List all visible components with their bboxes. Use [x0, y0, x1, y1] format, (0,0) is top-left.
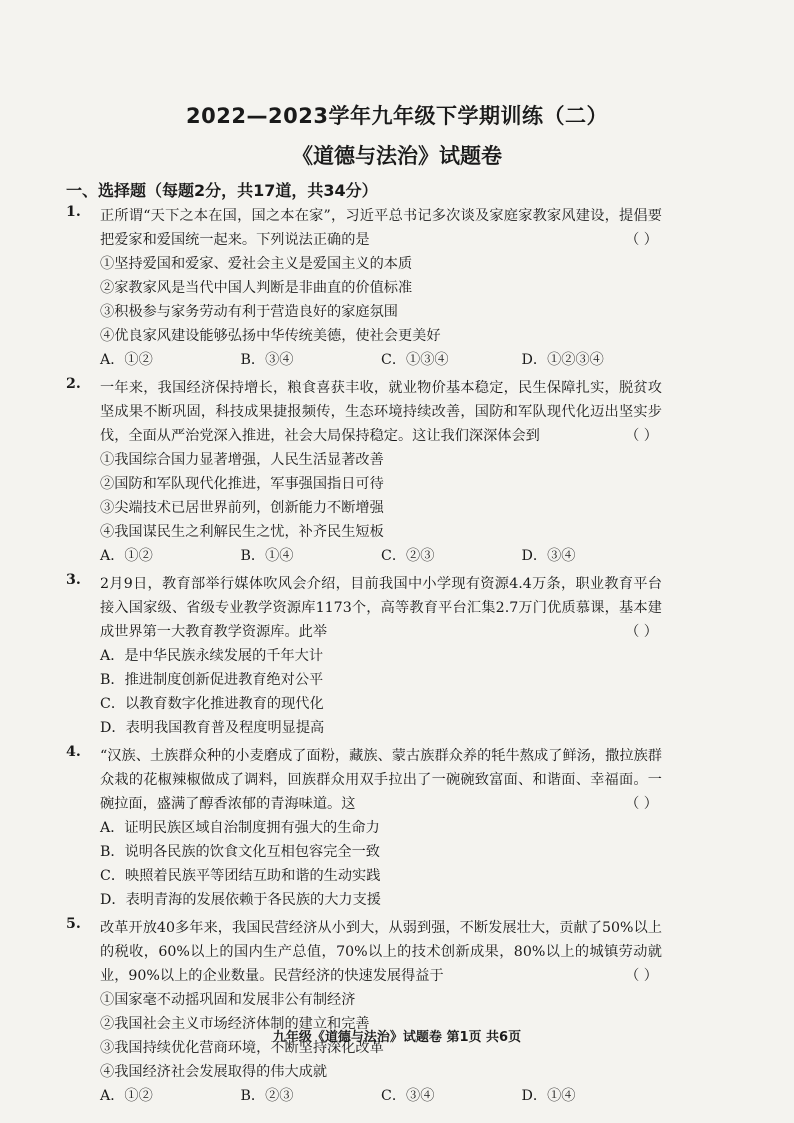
options-row [100, 348, 662, 372]
option-a: A．是中华民族永续发展的千年大计 [100, 648, 324, 664]
option-d: D．①②③④ [521, 352, 604, 368]
statement: ③尖端技术已居世界前列，创新能力不断增强 [100, 500, 384, 516]
option-d: D．表明青海的发展依赖于各民族的大力支援 [100, 892, 381, 908]
question-number: 1. [66, 204, 81, 220]
options-row [100, 1084, 662, 1108]
option-c: C．映照着民族平等团结互助和谐的生动实践 [100, 868, 381, 884]
page-footer: 九年级《道德与法治》试题卷 第1页 共6页 [272, 1030, 522, 1045]
option-a: A．①② [100, 548, 153, 564]
option-a: A．①② [100, 1088, 153, 1104]
option-b: B．说明各民族的饮食文化互相包容完全一致 [100, 844, 380, 860]
options-grid [100, 644, 662, 740]
option-b: B．②③ [240, 1088, 294, 1104]
option-d: D．①④ [521, 1088, 576, 1104]
options-row [100, 544, 662, 568]
statement: ④我国经济社会发展取得的伟大成就 [100, 1064, 328, 1080]
option-b: B．①④ [240, 548, 294, 564]
question-stem: 改革开放40多年来，我国民营经济从小到大，从弱到强，不断发展壮大，贡献了50%以上的税收，60%以上的国内生产总值，70%以上的技术创新成果，80%以上的城镇劳动就业，90%以上的企业数量。民营经济的快速发展得益于 （ ） [100, 916, 662, 988]
statement: ①国家毫不动摇巩固和发展非公有制经济 [100, 992, 356, 1008]
option-c: C．①③④ [381, 352, 449, 368]
option-d: D．③④ [521, 548, 576, 564]
option-b: B．推进制度创新促进教育绝对公平 [100, 672, 324, 688]
question-stem: 一年来，我国经济保持增长，粮食喜获丰收，就业物价基本稳定，民生保障扎实，脱贫攻坚成果不断巩固，科技成果捷报频传，生态环境持续改善，国防和军队现代化迈出坚实步伐，全面从严治党深入推进，社会大局保持稳定。这让我们深深体会到 （ ） [100, 376, 662, 448]
statement: ③我国持续优化营商环境，不断坚持深化改革 [100, 1040, 384, 1056]
exam-title-line1: 2022—2023学年九年级下学期训练（二） [186, 104, 608, 128]
statement: ②我国社会主义市场经济体制的建立和完善 [100, 1016, 370, 1032]
answer-paren: （ ） [625, 796, 658, 812]
question-number: 5. [66, 916, 81, 932]
option-c: C．②③ [381, 548, 435, 564]
option-b: B．③④ [240, 352, 294, 368]
answer-paren: （ ） [625, 968, 658, 984]
question-stem: 正所谓“天下之本在国，国之本在家”，习近平总书记多次谈及家庭家教家风建设，提倡要把爱家和爱国统一起来。下列说法正确的是 （ ） [100, 204, 662, 252]
question-number: 3. [66, 572, 81, 588]
question-5 [66, 916, 662, 1108]
statement: ②家教家风是当代中国人判断是非曲直的价值标准 [100, 280, 413, 296]
question-2 [66, 376, 662, 568]
question-number: 2. [66, 376, 81, 392]
answer-paren: （ ） [625, 232, 658, 248]
option-d: D．表明我国教育普及程度明显提高 [100, 720, 325, 736]
statement: ①坚持爱国和爱家、爱社会主义是爱国主义的本质 [100, 256, 413, 272]
statement: ②国防和军队现代化推进，军事强国指日可待 [100, 476, 384, 492]
option-a: A．①② [100, 352, 153, 368]
question-4 [66, 744, 662, 912]
statement: ④优良家风建设能够弘扬中华传统美德，使社会更美好 [100, 328, 441, 344]
question-list [66, 204, 662, 1112]
statement: ①我国综合国力显著增强，人民生活显著改善 [100, 452, 384, 468]
exam-title-line2: 《道德与法治》试题卷 [292, 144, 502, 168]
question-1 [66, 204, 662, 372]
option-a: A．证明民族区域自治制度拥有强大的生命力 [100, 820, 380, 836]
statement: ③积极参与家务劳动有利于营造良好的家庭氛围 [100, 304, 398, 320]
answer-paren: （ ） [625, 428, 658, 444]
answer-paren: （ ） [625, 624, 658, 640]
option-c: C．③④ [381, 1088, 435, 1104]
statement: ④我国谋民生之利解民生之忧，补齐民生短板 [100, 524, 384, 540]
question-number: 4. [66, 744, 81, 760]
question-stem: “汉族、土族群众种的小麦磨成了面粉，藏族、蒙古族群众养的牦牛熬成了鲜汤，撒拉族群众栽的花椒辣椒做成了调料，回族群众用双手拉出了一碗碗致富面、和谐面、幸福面。一碗拉面，盛满了醇香浓郁的青海味道。这 （ ） [100, 744, 662, 816]
question-3 [66, 572, 662, 740]
section-heading: 一、选择题（每题2分，共17道，共34分） [66, 181, 378, 200]
question-stem: 2月9日，教育部举行媒体吹风会介绍，目前我国中小学现有资源4.4万条，职业教育平台接入国家级、省级专业教学资源库1173个，高等教育平台汇集2.7万门优质慕课，基本建成世界第一大教育教学资源库。此举 （ ） [100, 572, 662, 644]
option-c: C．以教育数字化推进教育的现代化 [100, 696, 324, 712]
